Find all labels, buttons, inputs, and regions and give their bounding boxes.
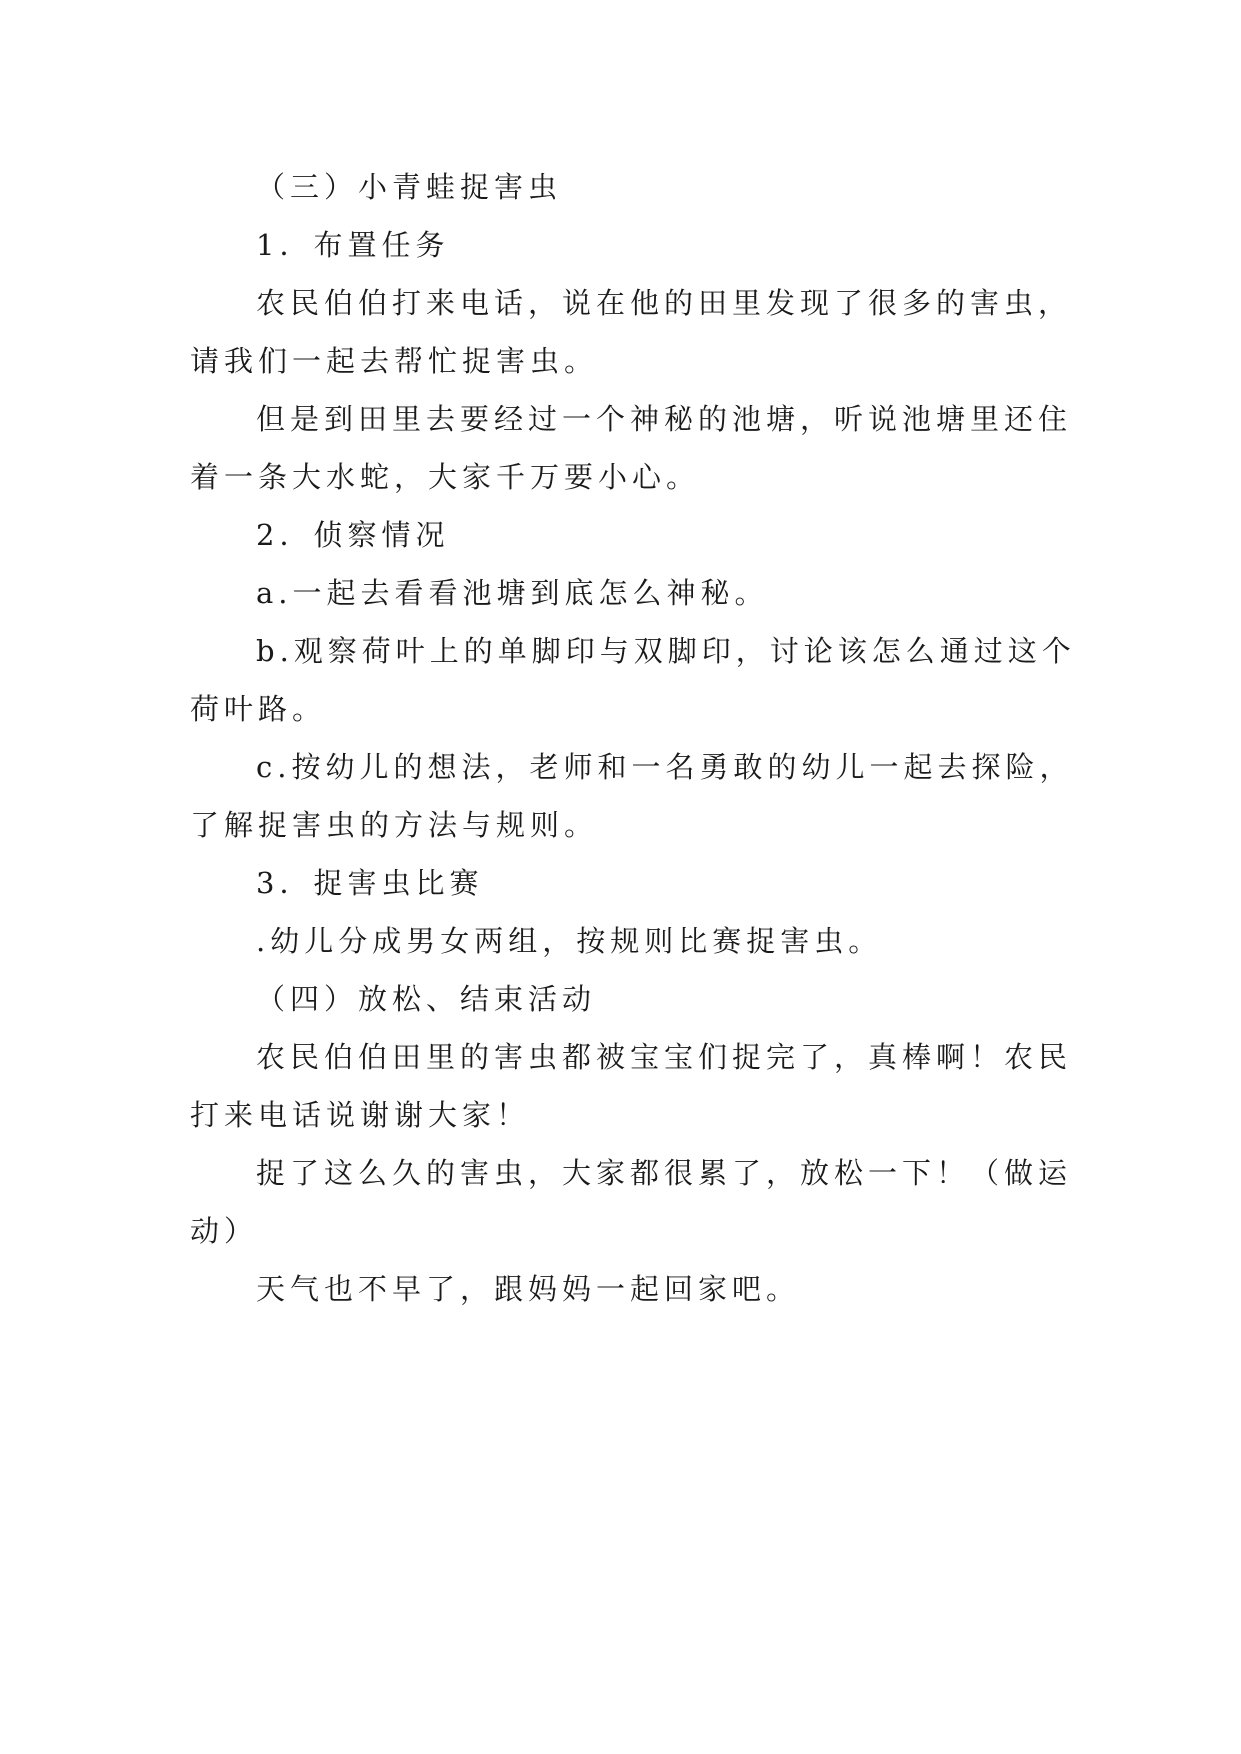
- paragraph-line: 天气也不早了，跟妈妈一起回家吧。: [256, 1272, 801, 1306]
- paragraph-line: 请我们一起去帮忙捉害虫。: [190, 344, 599, 378]
- list-item: a.一起去看看池塘到底怎么神秘。: [256, 576, 769, 610]
- paragraph-line: 着一条大水蛇，大家千万要小心。: [190, 460, 701, 494]
- list-item: c.按幼儿的想法，老师和一名勇敢的幼儿一起去探险，: [256, 750, 1074, 784]
- paragraph-line: 动）: [190, 1214, 259, 1248]
- list-item: .幼儿分成男女两组，按规则比赛捉害虫。: [256, 924, 883, 958]
- paragraph-line: 荷叶路。: [190, 692, 327, 726]
- paragraph-line: 但是到田里去要经过一个神秘的池塘，听说池塘里还住: [256, 402, 1073, 436]
- section-heading: （四）放松、结束活动: [256, 982, 597, 1016]
- paragraph-line: 农民伯伯打来电话，说在他的田里发现了很多的害虫，: [256, 286, 1073, 320]
- step-heading: 2．侦察情况: [256, 518, 450, 552]
- paragraph-line: 捉了这么久的害虫，大家都很累了，放松一下！（做运: [256, 1156, 1073, 1190]
- list-item: b.观察荷叶上的单脚印与双脚印，讨论该怎么通过这个: [256, 634, 1076, 668]
- section-heading: （三）小青蛙捉害虫: [256, 170, 563, 204]
- paragraph-line: 农民伯伯田里的害虫都被宝宝们捉完了，真棒啊！农民: [256, 1040, 1073, 1074]
- paragraph-line: 打来电话说谢谢大家！: [190, 1098, 531, 1132]
- paragraph-line: 了解捉害虫的方法与规则。: [190, 808, 599, 842]
- step-heading: 3．捉害虫比赛: [256, 866, 484, 900]
- step-heading: 1．布置任务: [256, 228, 450, 262]
- document-body: [190, 158, 1076, 1318]
